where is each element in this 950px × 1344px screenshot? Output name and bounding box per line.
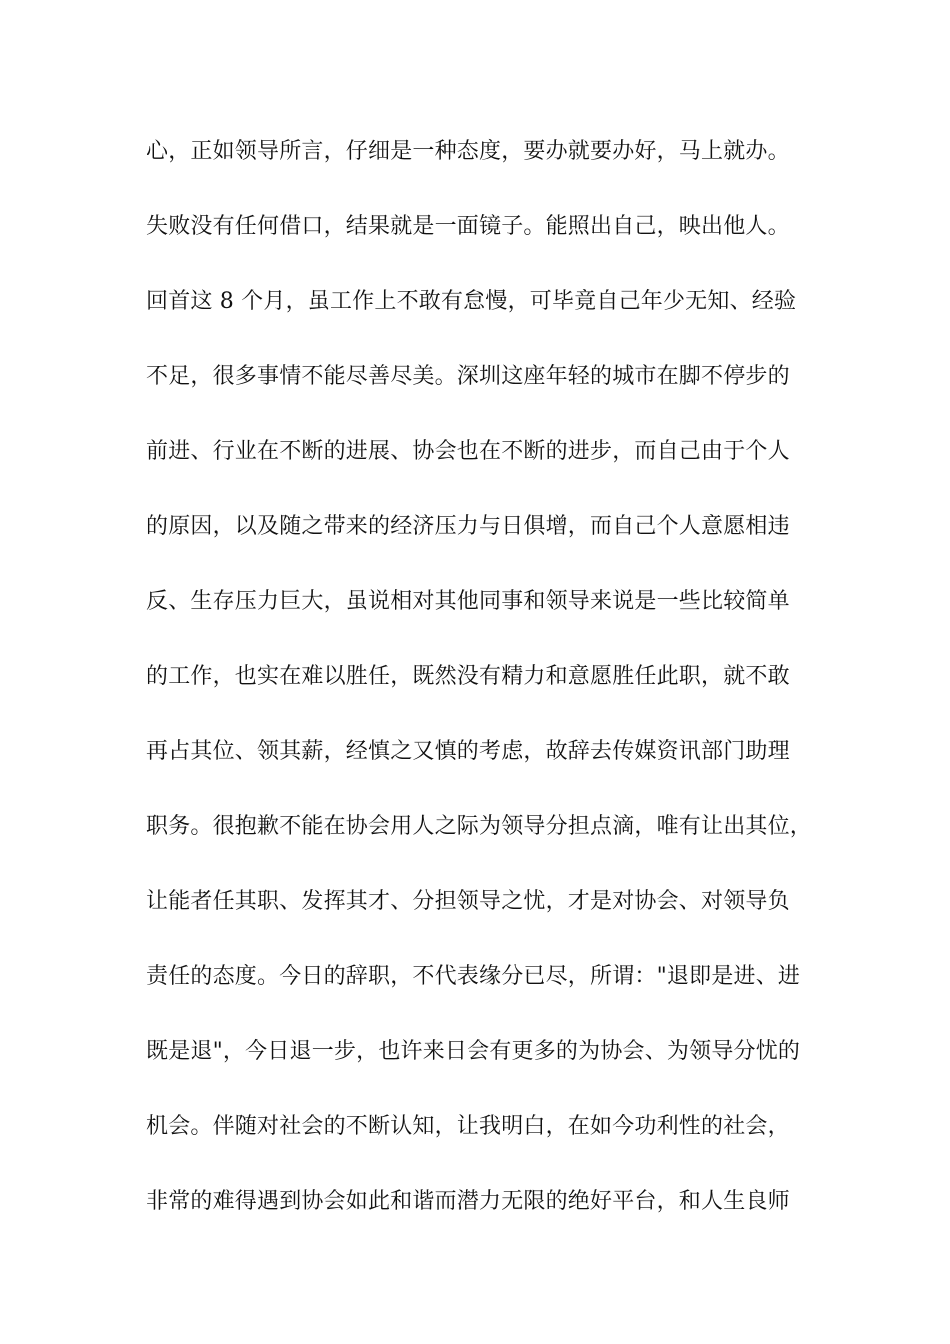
text-line: 不足，很多事情不能尽善尽美。深圳这座年轻的城市在脚不停步的 bbox=[146, 364, 790, 389]
text-line: 反、生存压力巨大，虽说相对其他同事和领导来说是一些比较简单 bbox=[146, 589, 790, 614]
text-line: 再占其位、领其薪，经慎之又慎的考虑，故辞去传媒资讯部门助理 bbox=[146, 739, 790, 764]
body-text bbox=[146, 131, 836, 1256]
text-line: 非常的难得遇到协会如此和谐而潜力无限的绝好平台，和人生良师 bbox=[146, 1189, 790, 1214]
text-line: 心，正如领导所言，仔细是一种态度，要办就要办好，马上就办。 bbox=[146, 139, 790, 164]
text-line: 前进、行业在不断的进展、协会也在不断的进步，而自己由于个人 bbox=[146, 439, 790, 464]
text-line: 责任的态度。今日的辞职，不代表缘分已尽，所谓："退即是进、进 bbox=[146, 964, 801, 989]
text-line: 的工作，也实在难以胜任，既然没有精力和意愿胜任此职，就不敢 bbox=[146, 664, 790, 689]
text-line: 既是退"，今日退一步，也许来日会有更多的为协会、为领导分忧的 bbox=[146, 1039, 801, 1064]
text-line: 职务。很抱歉不能在协会用人之际为领导分担点滴，唯有让出其位， bbox=[146, 814, 813, 839]
text-line: 让能者任其职、发挥其才、分担领导之忧，才是对协会、对领导负 bbox=[146, 889, 790, 914]
text-line: 的原因，以及随之带来的经济压力与日俱增，而自己个人意愿相违 bbox=[146, 514, 790, 539]
text-line: 机会。伴随对社会的不断认知，让我明白，在如今功利性的社会， bbox=[146, 1114, 790, 1139]
text-line: 回首这 8 个月，虽工作上不敢有怠慢，可毕竟自己年少无知、经验 bbox=[146, 289, 797, 314]
text-line: 失败没有任何借口，结果就是一面镜子。能照出自己，映出他人。 bbox=[146, 214, 790, 239]
